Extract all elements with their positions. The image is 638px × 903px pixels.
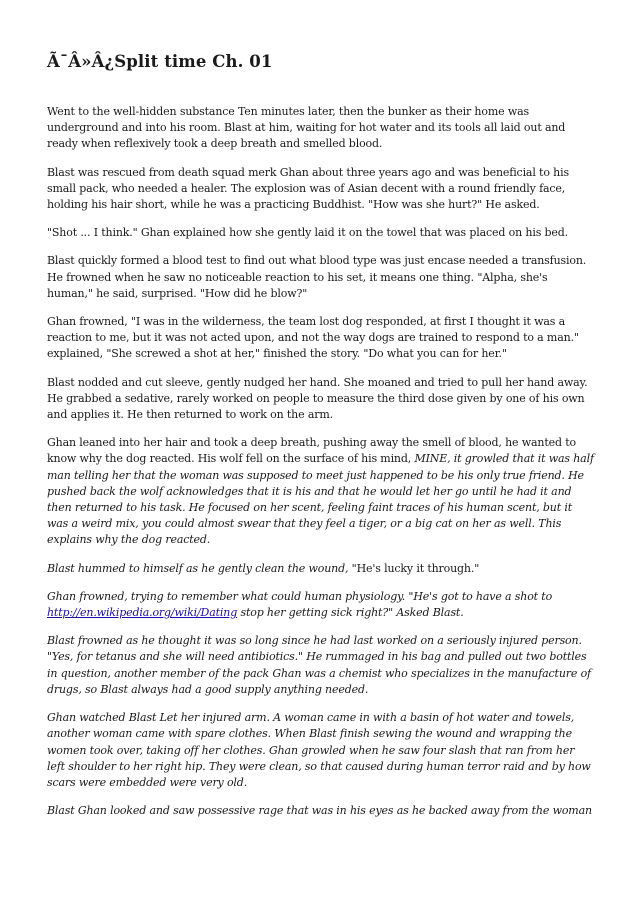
- dating-link[interactable]: http://en.wikipedia.org/wiki/Dating: [47, 606, 238, 620]
- paragraph-8-normal: "He's lucky it through.": [351, 561, 480, 575]
- paragraph-9: [47, 589, 595, 621]
- paragraph-10: Blast frowned as he thought it was so long since he had last worked on a seriously injured person. "Yes, for tetanus and she will need antibiotics." He rummaged in his bag and pulled out two bottles in question, another member of the pack Ghan was a chemist who specializes in the manufacture of drugs, so Blast always had a good supply anything needed.: [47, 634, 591, 696]
- paragraph-2: Blast was rescued from death squad merk Ghan about three years ago and was beneficial to his small pack, who needed a healer. The explosion was of Asian decent with a round friendly face, holding his hair short, while he was a practicing Buddhist. "How was she hurt?" He asked.: [47, 165, 569, 212]
- document-page: [47, 52, 595, 831]
- paragraph-7: [47, 435, 595, 548]
- paragraph-9-before: Ghan frowned, trying to remember what could human physiology. "He's got to have a shot to: [47, 589, 553, 603]
- paragraph-12: Blast Ghan looked and saw possessive rage that was in his eyes as he backed away from the woman: [47, 804, 592, 818]
- paragraph-7-normal: Ghan leaned into her hair and took a deep breath, pushing away the smell of blood, he wanted to know why the dog reacted. His wolf fell on the surface of his mind,: [47, 436, 576, 466]
- paragraph-6: Blast nodded and cut sleeve, gently nudged her hand. She moaned and tried to pull her hand away. He grabbed a sedative, rarely worked on people to measure the third dose given by one of his own and applies it. He then returned to work on the arm.: [47, 375, 588, 422]
- paragraph-5: Ghan frowned, "I was in the wilderness, the team lost dog responded, at first I thought it was a reaction to me, but it was not acted upon, and not the way dogs are trained to respond to a man." explained, "She screwed a shot at her," finished the story. "Do what you can for her.": [47, 315, 579, 361]
- paragraph-3: "Shot ... I think." Ghan explained how she gently laid it on the towel that was placed on his bed.: [47, 226, 569, 240]
- document-title: Ã¯Â»Â¿Split time Ch. 01: [47, 52, 273, 71]
- paragraph-11: Ghan watched Blast Let her injured arm. A woman came in with a basin of hot water and towels, another woman came with spare clothes. When Blast finish sewing the wound and wrapping the women took over, taking off her clothes. Ghan growled when he saw four slash that ran from her left shoulder to her right hip. They were clean, so that caused during human terror raid and by how scars were embedded were very old.: [47, 711, 591, 789]
- paragraph-1: Went to the well-hidden substance Ten minutes later, then the bunker as their home was underground and into his room. Blast at him, waiting for hot water and its tools all laid out and ready when reflexively took a deep breath and smelled blood.: [47, 105, 566, 151]
- paragraph-7-italic: MINE, it growled that it was half man telling her that the woman was supposed to meet just happened to be his only true friend. He pushed back the wolf acknowledges that it is his and that he would let her go until he had it and then returned to his task. He focused on her scent, feeling faint traces of his human scent, but it was a weird mix, you could almost swear that they feel a tiger, or a big cat on her as well. This explains why the dog reacted.: [47, 452, 594, 547]
- paragraph-9-after: stop her getting sick right?" Asked Blast.: [237, 606, 464, 620]
- paragraph-8: [47, 561, 595, 577]
- paragraph-4: Blast quickly formed a blood test to find out what blood type was just encase needed a transfusion. He frowned when he saw no noticeable reaction to his set, it means one thing. "Alpha, she's human," he said, surprised. "How did he blow?": [47, 254, 587, 300]
- paragraph-8-italic: Blast hummed to himself as he gently clean the wound,: [47, 561, 352, 575]
